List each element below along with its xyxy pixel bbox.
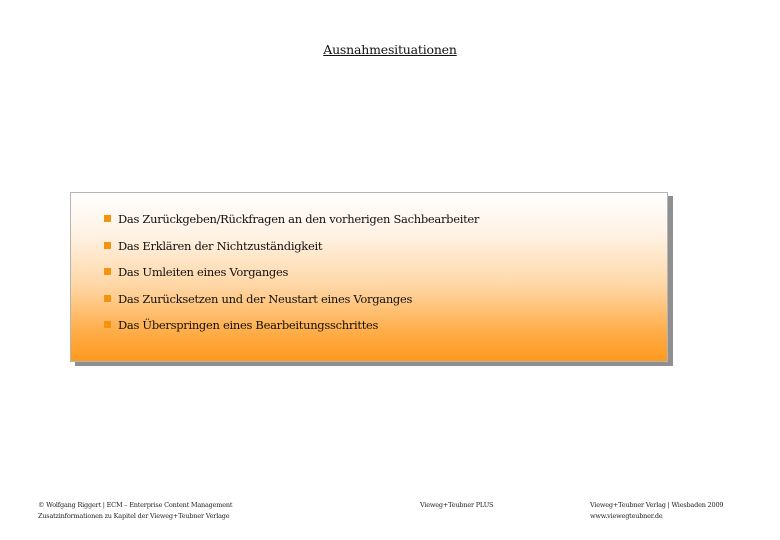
footer-left [38, 500, 232, 522]
footer-copyright: © Wolfgang Riggert | ECM – Enterprise Content Management [38, 501, 233, 509]
content-box [70, 192, 668, 362]
footer-publisher: Vieweg+Teubner Verlag | Wiesbaden 2009 [590, 501, 724, 509]
square-bullet-icon [104, 242, 111, 249]
list-item [104, 291, 479, 318]
footer-plus: Vieweg+Teubner PLUS [420, 501, 494, 509]
bullet-text: Das Zurücksetzen und der Neustart eines Vorganges [118, 291, 413, 306]
footer-info: Zusatzinformationen zu Kapitel der Vieweg+Teubner Verlage [38, 512, 230, 520]
square-bullet-icon [104, 321, 111, 328]
bullet-list [104, 211, 479, 344]
bullet-text: Das Erklären der Nichtzuständigkeit [118, 238, 323, 253]
square-bullet-icon [104, 268, 111, 275]
list-item [104, 238, 479, 265]
bullet-text: Das Umleiten eines Vorganges [118, 265, 289, 279]
footer-middle [420, 500, 493, 511]
bullet-text: Das Zurückgeben/Rückfragen an den vorherigen Sachbearbeiter [118, 212, 480, 226]
bullet-text: Das Überspringen eines Bearbeitungsschrittes [118, 318, 379, 332]
list-item [104, 264, 479, 291]
list-item [104, 317, 479, 344]
square-bullet-icon [104, 215, 111, 222]
slide-title: Ausnahmesituationen [323, 42, 457, 57]
footer-url: www.viewegteubner.de [590, 512, 663, 520]
square-bullet-icon [104, 295, 111, 302]
footer-right [590, 500, 723, 522]
list-item [104, 211, 479, 238]
